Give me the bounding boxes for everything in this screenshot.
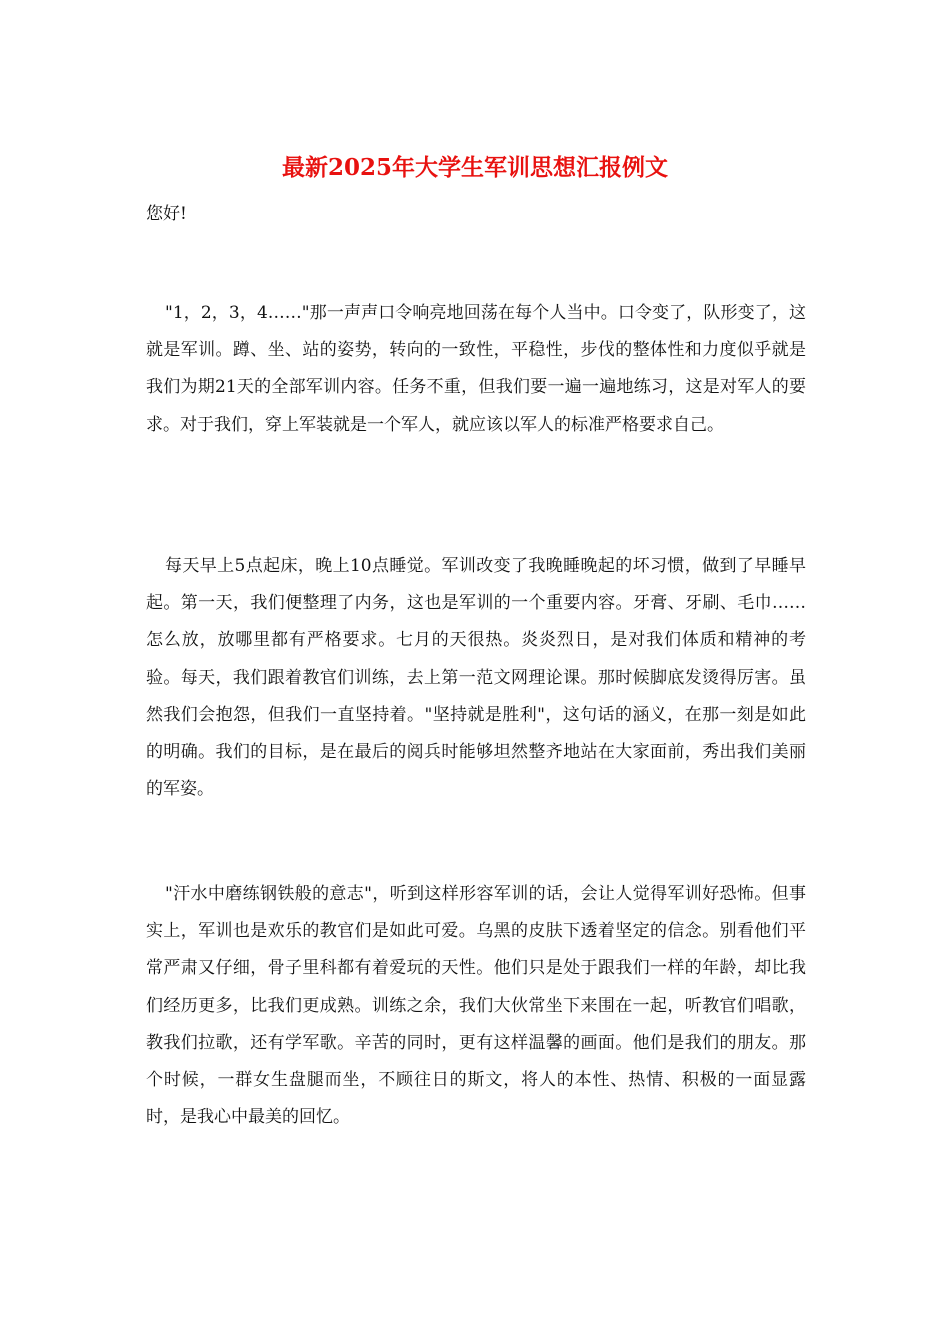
paragraph: "1，2，3，4……"那一声声口令响亮地回荡在每个人当中。口令变了，队形变了，这就是军训。蹲、坐、站的姿势，转向的一致性，平稳性，步伐的整体性和力度似乎就是我们为期21天的全部军训内容。任务不重，但我们要一遍一遍地练习，这是对军人的要求。对于我们，穿上军装就是一个军人，就应该以军人的标准严格要求自己。 <box>146 303 806 435</box>
greeting: 您好! <box>146 204 187 224</box>
document-title: 最新2025年大学生军训思想汇报例文 <box>281 154 668 181</box>
paragraph: 每天早上5点起床，晚上10点睡觉。军训改变了我晚睡晚起的坏习惯，做到了早睡早起。第一天，我们便整理了内务，这也是军训的一个重要内容。牙膏、牙刷、毛巾……怎么放，放哪里都有严格要求。七月的天很热。炎炎烈日，是对我们体质和精神的考验。每天，我们跟着教官们训练，去上第一范文网理论课。那时候脚底发烫得厉害。虽然我们会抱怨，但我们一直坚持着。"坚持就是胜利"，这句话的涵义，在那一刻是如此的明确。我们的目标，是在最后的阅兵时能够坦然整齐地站在大家面前，秀出我们美丽的军姿。 <box>146 556 806 800</box>
paragraph: "汗水中磨练钢铁般的意志"，听到这样形容军训的话，会让人觉得军训好恐怖。但事实上，军训也是欢乐的教官们是如此可爱。乌黑的皮肤下透着坚定的信念。别看他们平常严肃又仔细，骨子里科都有着爱玩的天性。他们只是处于跟我们一样的年龄，却比我们经历更多，比我们更成熟。训练之余，我们大伙常坐下来围在一起，听教官们唱歌，教我们拉歌，还有学军歌。辛苦的同时，更有这样温馨的画面。他们是我们的朋友。那个时候，一群女生盘腿而坐，不顾往日的斯文，将人的本性、热情、积极的一面显露时，是我心中最美的回忆。 <box>146 884 806 1128</box>
